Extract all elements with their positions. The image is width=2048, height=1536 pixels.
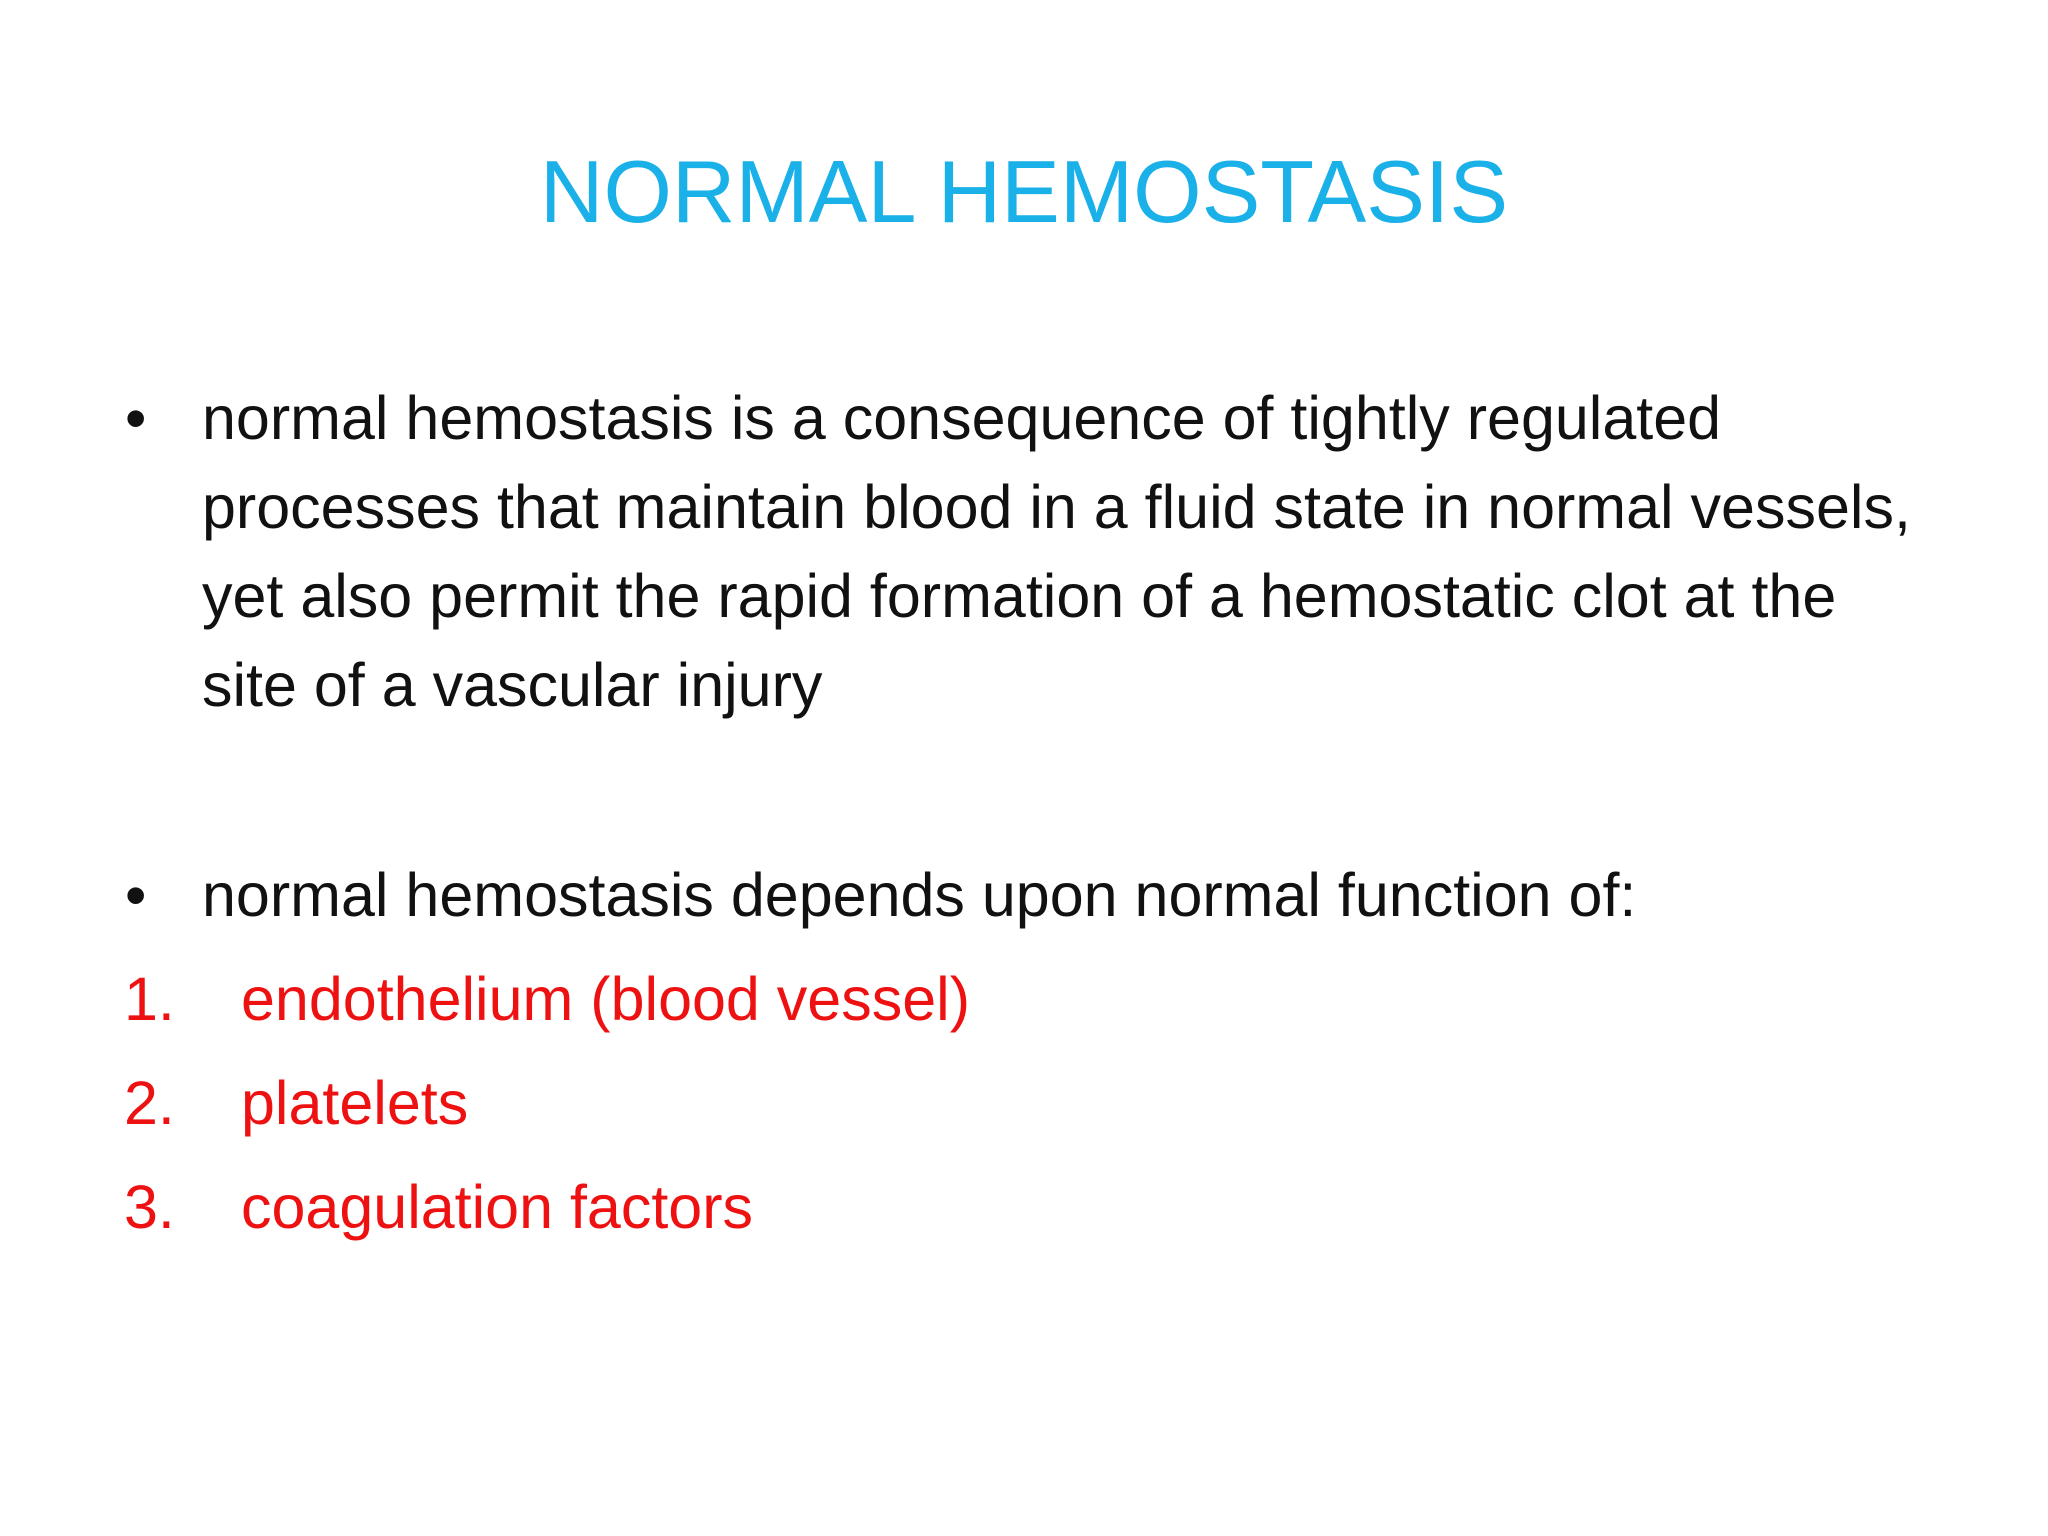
item-label: endothelium (blood vessel): [241, 965, 971, 1033]
item-label: coagulation factors: [241, 1173, 754, 1241]
item-number: 1.: [124, 965, 175, 1033]
slide-title: NORMAL HEMOSTASIS: [539, 142, 1509, 241]
item-number: 2.: [124, 1069, 175, 1137]
bullet-text: normal hemostasis depends upon normal function of:: [202, 861, 1637, 929]
bullet-dot-icon: •: [125, 384, 147, 452]
bullet-dot-icon: •: [125, 861, 147, 929]
bullet-text: normal hemostasis is a consequence of tightly regulated processes that maintain blood in a fluid state in normal vessels, yet also permit the rapid formation of a hemostatic clot at the site of a vascular injury: [202, 384, 1911, 719]
item-label: platelets: [241, 1069, 469, 1137]
item-number: 3.: [124, 1173, 175, 1241]
